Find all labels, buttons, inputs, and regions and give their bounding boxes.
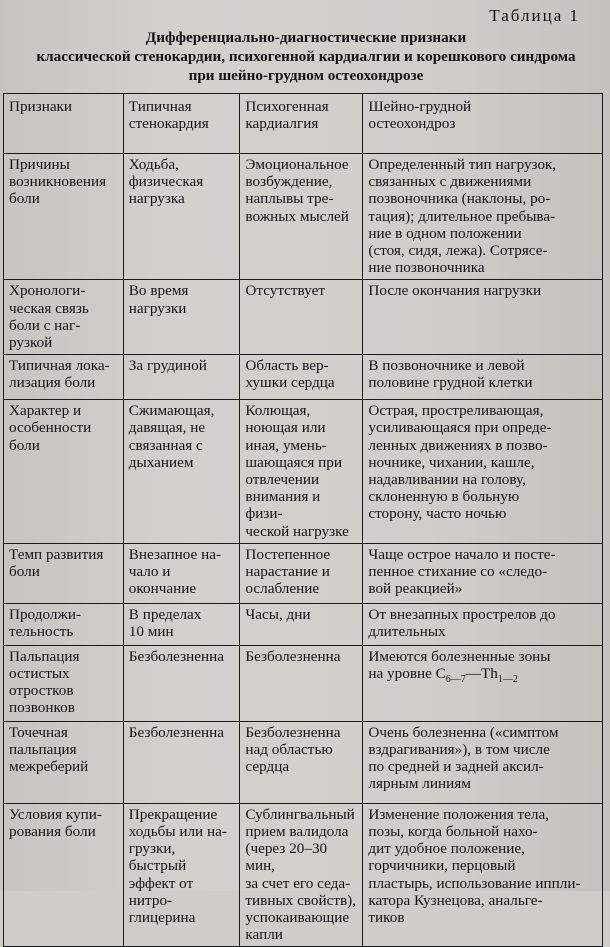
table-cell: Отсутствует	[240, 280, 363, 355]
table-row	[4, 645, 603, 721]
header-cell: Шейно-грудной остеохондроз	[363, 94, 603, 154]
table-cell: Внезапное на- чало и окончание	[123, 543, 240, 603]
table-row	[4, 603, 603, 645]
table-cell: Продолжи- тельность	[4, 603, 124, 645]
table-cell: Постепенное нарастание и ослабление	[240, 543, 363, 603]
table-cell: Ходьба, физическая нагрузка	[123, 154, 240, 280]
table-label: Таблица 1	[489, 6, 580, 25]
table-row	[4, 400, 603, 544]
spine-level-mid: —Th	[465, 665, 498, 683]
table-cell: После окончания нагрузки	[363, 280, 603, 355]
table-cell: Характер и особенности боли	[4, 400, 124, 544]
title-line: при шейно-грудном остеохондрозе	[188, 67, 424, 84]
table-header-row	[4, 94, 603, 154]
table-cell: Сублингвальный прием валидола (через 20–30 мин, за счет его седа- тивных свойств), успокаивающие капли	[240, 803, 363, 947]
spine-level-subscript: 1—2	[497, 674, 518, 686]
table-cell: Очень болезненна («симптом вздрагивания»), в том числе по средней и задней аксил- лярным линиям	[363, 721, 603, 803]
table-cell: Прекращение ходьбы или на- грузки, быстрый эффект от нитро- глицерина	[123, 803, 240, 947]
table-row	[4, 154, 603, 280]
header-cell: Психогенная кардиалгия	[240, 94, 363, 154]
table-cell: Определенный тип нагрузок, связанных с движениями позвоночника (наклоны, ро- тация); длительное пребыва- ние в одном положении (стоя, сидя, лежа). Сотрясе- ние позвоночника	[363, 154, 603, 280]
table-cell: В пределах 10 мин	[123, 603, 240, 645]
header-cell: Типичная стенокардия	[123, 94, 240, 154]
table-cell: Типичная лока- лизация боли	[4, 355, 124, 400]
table-cell: Хронологи- ческая связь боли с наг- рузкой	[4, 280, 124, 355]
table-cell: Колющая, ноющая или иная, умень- шающаяся при отвлечении внимания и физи- ческой нагрузке	[240, 400, 363, 544]
table-cell: Темп развития боли	[4, 543, 124, 603]
title-line: Дифференциально-диагностические признаки	[145, 29, 467, 46]
table-row	[4, 355, 603, 400]
header-cell: Признаки	[4, 94, 124, 154]
spine-level-subscript: 6—7	[445, 674, 466, 686]
table-cell: В позвоночнике и левой половине грудной клетки	[363, 355, 603, 400]
diagnostic-table	[3, 93, 603, 947]
table-cell: Безболезненна	[240, 645, 363, 721]
table-cell: Во время нагрузки	[123, 280, 240, 355]
table-cell: Пальпация остистых отростков позвонков	[4, 645, 124, 721]
table-cell: Область вер- хушки сердца	[240, 355, 363, 400]
table-cell: Изменение положения тела, позы, когда больной нахо- дит удобное положение, горчичники, перцовый пластырь, использование иппли- катора Кузнецова, анальге- тиков	[363, 803, 603, 947]
table-row	[4, 543, 603, 603]
table-cell: Часы, дни	[240, 603, 363, 645]
table-title	[20, 28, 592, 85]
table-cell-spine-levels	[363, 645, 603, 721]
table-row	[4, 803, 603, 947]
table-cell: Сжимающая, давящая, не связанная с дыханием	[123, 400, 240, 544]
table-cell: Острая, простреливающая, усиливающаяся при опреде- ленных движениях в позво- ночнике, чихании, кашле, надавливании на голову, склоненную в больную сторону, часто ночью	[363, 400, 603, 544]
table-cell: Безболезненна	[123, 721, 240, 803]
table-cell: От внезапных прострелов до длительных	[363, 603, 603, 645]
table-cell: Условия купи- рования боли	[4, 803, 124, 947]
title-line: классической стенокардии, психогенной кардиалгии и корешкового синдрома	[36, 48, 576, 65]
table-cell: Эмоциональное возбуждение, наплывы тре- вожных мыслей	[240, 154, 363, 280]
table-row	[4, 721, 603, 803]
table-cell: Безболезненна	[123, 645, 240, 721]
table-cell: За грудиной	[123, 355, 240, 400]
table-cell: Безболезненна над областью сердца	[240, 721, 363, 803]
spine-levels-text: Имеются болезненные зоны на уровне С	[368, 647, 551, 683]
table-cell: Точечная пальпация межреберий	[4, 721, 124, 803]
table-row	[4, 280, 603, 355]
table-cell: Чаще острое начало и посте- пенное стихание со «следо- вой реакцией»	[363, 543, 603, 603]
table-cell: Причины возникновения боли	[4, 154, 124, 280]
